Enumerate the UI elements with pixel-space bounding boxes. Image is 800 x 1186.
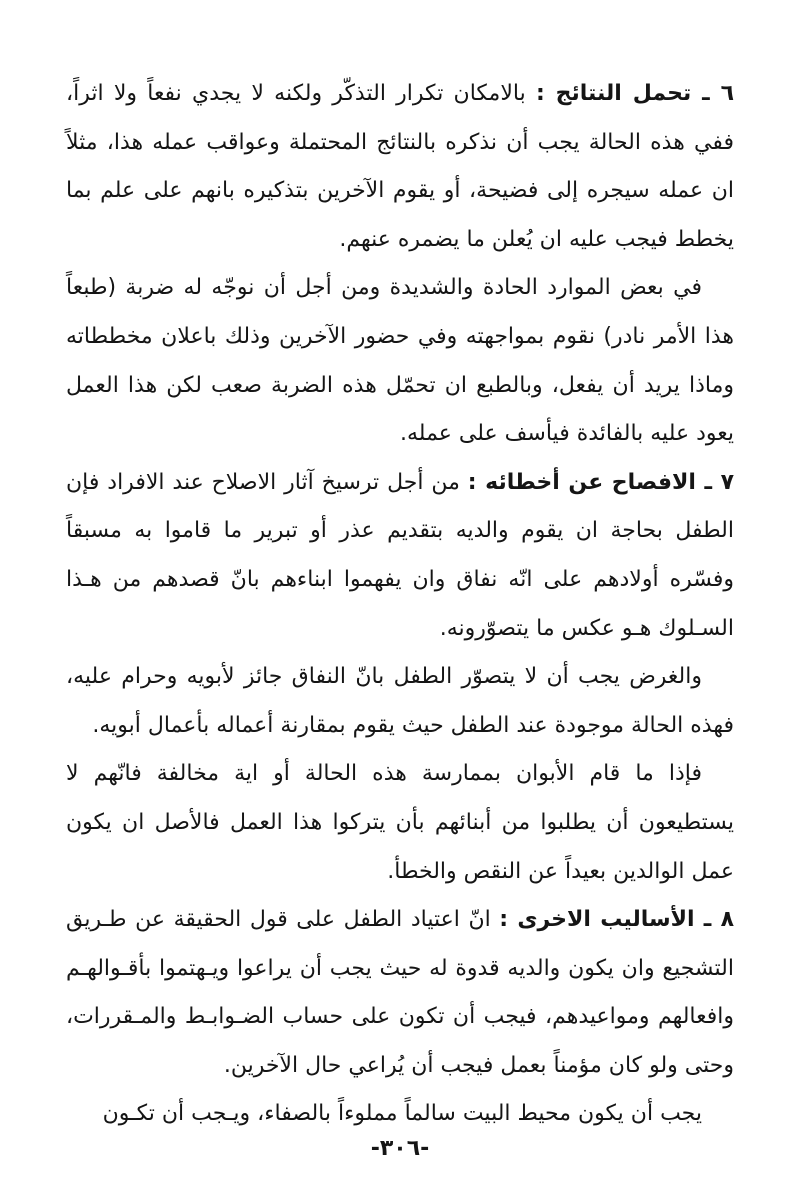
paragraph-text: يجب أن يكون محيط البيت سالماً مملوءاً بالصفاء، ويـجب أن تكـون bbox=[102, 1101, 702, 1127]
section-heading-6: ٦ ـ تحمل النتائج : bbox=[535, 81, 734, 106]
paragraph-8-other-methods bbox=[66, 896, 734, 1090]
paragraph-text: من أجل ترسيخ آثار الاصلاح عند الافراد فإن الطفل بحاجة ان يقوم والديه بتقديم عذر أو تبرير ما قاموا به مسبقاً وفسّره أولادهم على انّه نفاق وان يفهموا ابناءهم بانّ قصدهم من هـذا السـلوك هـو عكس ما يتصوّرونه. bbox=[66, 469, 734, 641]
section-heading-7: ٧ ـ الافصاح عن أخطائه : bbox=[467, 469, 734, 495]
page-number: -٣٠٦- bbox=[370, 1136, 430, 1161]
body-text bbox=[66, 70, 734, 1139]
section-heading-8: ٨ ـ الأساليب الاخرى : bbox=[499, 907, 734, 933]
paragraph-severe-cases bbox=[66, 264, 734, 458]
paragraph-text: فإذا ما قام الأبوان بممارسة هذه الحالة أو اية مخالفة فانّهم لا يستطيعون أن يطلبوا من أبنائهم بأن يتركوا هذا العمل فالأصل ان يكون عمل الوالدين بعيداً عن النقص والخطأ. bbox=[66, 761, 734, 884]
paragraph-parents-example bbox=[66, 750, 734, 896]
paragraph-7-disclosing-mistakes bbox=[66, 459, 734, 653]
paragraph-home-environment bbox=[66, 1090, 734, 1139]
paragraph-purpose bbox=[66, 653, 734, 750]
paragraph-6-bearing-consequences bbox=[66, 70, 734, 264]
paragraph-text: في بعض الموارد الحادة والشديدة ومن أجل أن نوجّه له ضربة (طبعاً هذا الأمر نادر) نقوم بمواجهته وفي حضور الآخرين وذلك باعلان مخططاته وماذا يريد أن يفعل، وبالطبع ان تحمّل هذه الضربة صعب لكن هذا العمل يعود عليه بالفائدة فيأسف على عمله. bbox=[66, 275, 734, 447]
paragraph-text: والغرض يجب أن لا يتصوّر الطفل بانّ النفاق جائز لأبويه وحرام عليه، فهذه الحالة موجودة عند الطفل حيث يقوم بمقارنة أعماله بأعمال أبويه. bbox=[66, 664, 734, 738]
paragraph-text: انّ اعتياد الطفل على قول الحقيقة عن طـريق التشجيع وان يكون والديه قدوة له حيث يجب أن يراعوا ويـهتموا بأقـوالهـم وافعالهم ومواعيدهم، فيجب أن تكون على حساب الضـوابـط والمـقررات، وحتى ولو كان مؤمناً بعمل فيجب أن يُراعي حال الآخرين. bbox=[66, 907, 734, 1078]
paragraph-text: بالامكان تكرار التذكّر ولكنه لا يجدي نفعاً ولا اثراً، ففي هذه الحالة يجب أن نذكره بالنتائج المحتملة وعواقب عمله هذا، مثلاً ان عمله سيجره إلى فضيحة، أو يقوم الآخرين بتذكيره بانهم على علم بما يخطط فيجب عليه ان يُعلن ما يضمره عنهم. bbox=[66, 81, 734, 252]
